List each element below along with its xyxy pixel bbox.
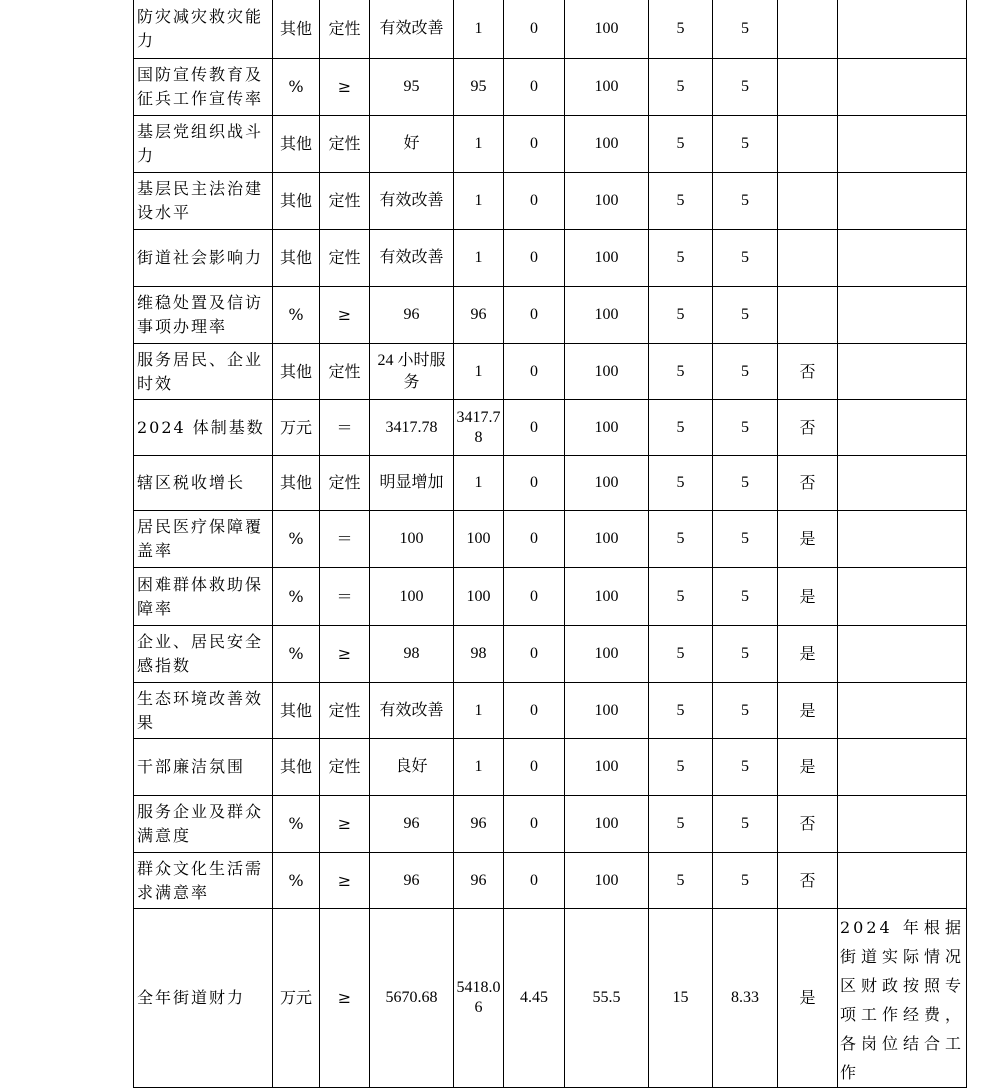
cell-indicator-name: 企业、居民安全感指数 — [134, 626, 273, 683]
cell-completion-rate: 100 — [565, 59, 649, 116]
cell-unit: % — [273, 511, 320, 568]
table-row — [134, 400, 967, 456]
cell-operator: ≥ — [320, 853, 370, 909]
cell-weight: 5 — [649, 116, 713, 173]
table-body — [134, 0, 967, 1088]
cell-actual-value: 95 — [454, 59, 504, 116]
cell-weight: 5 — [649, 739, 713, 796]
table-row — [134, 796, 967, 853]
cell-score: 5 — [713, 511, 778, 568]
cell-target-value: 5670.68 — [370, 909, 454, 1088]
cell-actual-value: 100 — [454, 511, 504, 568]
cell-actual-value: 1 — [454, 683, 504, 739]
cell-flag — [778, 287, 838, 344]
cell-deviation: 0 — [504, 116, 565, 173]
cell-actual-value: 96 — [454, 287, 504, 344]
cell-score: 5 — [713, 796, 778, 853]
cell-deviation: 0 — [504, 230, 565, 287]
cell-note — [838, 568, 967, 626]
cell-deviation: 0 — [504, 456, 565, 511]
cell-deviation: 0 — [504, 796, 565, 853]
cell-actual-value: 98 — [454, 626, 504, 683]
cell-score: 5 — [713, 739, 778, 796]
table-row — [134, 739, 967, 796]
cell-weight: 5 — [649, 400, 713, 456]
cell-operator: 定性 — [320, 683, 370, 739]
cell-score: 5 — [713, 683, 778, 739]
table-row — [134, 173, 967, 230]
cell-flag: 否 — [778, 796, 838, 853]
cell-actual-value: 1 — [454, 116, 504, 173]
cell-actual-value: 5418.06 — [454, 909, 504, 1088]
cell-flag: 否 — [778, 400, 838, 456]
cell-operator: ≥ — [320, 909, 370, 1088]
cell-note — [838, 344, 967, 400]
cell-operator: 定性 — [320, 173, 370, 230]
cell-completion-rate: 100 — [565, 853, 649, 909]
cell-target-value: 明显增加 — [370, 456, 454, 511]
cell-score: 8.33 — [713, 909, 778, 1088]
cell-target-value: 有效改善 — [370, 173, 454, 230]
cell-score: 5 — [713, 456, 778, 511]
table-row — [134, 59, 967, 116]
cell-actual-value: 1 — [454, 173, 504, 230]
cell-completion-rate: 100 — [565, 739, 649, 796]
cell-target-value: 有效改善 — [370, 230, 454, 287]
cell-deviation: 0 — [504, 173, 565, 230]
cell-unit: 其他 — [273, 173, 320, 230]
cell-actual-value: 3417.78 — [454, 400, 504, 456]
cell-unit: 其他 — [273, 116, 320, 173]
cell-target-value: 98 — [370, 626, 454, 683]
cell-flag: 是 — [778, 739, 838, 796]
cell-deviation: 0 — [504, 683, 565, 739]
cell-deviation: 0 — [504, 511, 565, 568]
cell-actual-value: 96 — [454, 853, 504, 909]
cell-indicator-name: 国防宣传教育及征兵工作宣传率 — [134, 59, 273, 116]
cell-flag — [778, 0, 838, 59]
table-row — [134, 344, 967, 400]
cell-completion-rate: 100 — [565, 173, 649, 230]
cell-unit: 其他 — [273, 344, 320, 400]
cell-actual-value: 1 — [454, 739, 504, 796]
cell-unit: 其他 — [273, 456, 320, 511]
cell-score: 5 — [713, 626, 778, 683]
cell-completion-rate: 100 — [565, 683, 649, 739]
cell-target-value: 有效改善 — [370, 683, 454, 739]
cell-unit: % — [273, 796, 320, 853]
cell-indicator-name: 防灾减灾救灾能力 — [134, 0, 273, 59]
cell-flag: 否 — [778, 344, 838, 400]
table-row — [134, 456, 967, 511]
cell-deviation: 0 — [504, 739, 565, 796]
cell-note — [838, 739, 967, 796]
cell-flag — [778, 59, 838, 116]
cell-note — [838, 59, 967, 116]
cell-weight: 5 — [649, 456, 713, 511]
table-row — [134, 511, 967, 568]
cell-completion-rate: 100 — [565, 626, 649, 683]
cell-weight: 5 — [649, 173, 713, 230]
cell-operator: 定性 — [320, 456, 370, 511]
table-row — [134, 683, 967, 739]
cell-indicator-name: 全年街道财力 — [134, 909, 273, 1088]
cell-operator: ≥ — [320, 287, 370, 344]
cell-indicator-name: 维稳处置及信访事项办理率 — [134, 287, 273, 344]
cell-indicator-name: 辖区税收增长 — [134, 456, 273, 511]
table-row — [134, 0, 967, 59]
cell-unit: 其他 — [273, 230, 320, 287]
performance-indicator-table — [133, 0, 967, 1088]
cell-actual-value: 1 — [454, 344, 504, 400]
cell-target-value: 24 小时服务 — [370, 344, 454, 400]
cell-indicator-name: 居民医疗保障覆盖率 — [134, 511, 273, 568]
cell-weight: 5 — [649, 626, 713, 683]
cell-actual-value: 100 — [454, 568, 504, 626]
cell-weight: 5 — [649, 796, 713, 853]
cell-unit: % — [273, 568, 320, 626]
cell-flag — [778, 173, 838, 230]
cell-completion-rate: 100 — [565, 230, 649, 287]
cell-actual-value: 1 — [454, 0, 504, 59]
cell-score: 5 — [713, 400, 778, 456]
cell-completion-rate: 100 — [565, 344, 649, 400]
cell-note: 2024 年根据街道实际情况区财政按照专项工作经费，各岗位结合工作 — [838, 909, 967, 1088]
cell-completion-rate: 55.5 — [565, 909, 649, 1088]
cell-completion-rate: 100 — [565, 400, 649, 456]
table-row — [134, 853, 967, 909]
cell-score: 5 — [713, 568, 778, 626]
cell-indicator-name: 基层党组织战斗力 — [134, 116, 273, 173]
cell-note — [838, 230, 967, 287]
cell-unit: 万元 — [273, 909, 320, 1088]
cell-flag — [778, 230, 838, 287]
cell-completion-rate: 100 — [565, 287, 649, 344]
cell-completion-rate: 100 — [565, 116, 649, 173]
cell-unit: 其他 — [273, 0, 320, 59]
cell-operator: ＝ — [320, 400, 370, 456]
cell-note — [838, 287, 967, 344]
cell-weight: 5 — [649, 683, 713, 739]
cell-target-value: 96 — [370, 796, 454, 853]
cell-indicator-name: 服务居民、企业时效 — [134, 344, 273, 400]
cell-flag: 否 — [778, 456, 838, 511]
cell-flag: 是 — [778, 568, 838, 626]
cell-indicator-name: 困难群体救助保障率 — [134, 568, 273, 626]
cell-note — [838, 511, 967, 568]
cell-actual-value: 1 — [454, 230, 504, 287]
cell-operator: ≥ — [320, 59, 370, 116]
cell-target-value: 96 — [370, 287, 454, 344]
cell-actual-value: 96 — [454, 796, 504, 853]
cell-indicator-name: 服务企业及群众满意度 — [134, 796, 273, 853]
cell-note — [838, 683, 967, 739]
cell-note — [838, 116, 967, 173]
table-row — [134, 116, 967, 173]
cell-flag: 是 — [778, 626, 838, 683]
table-row — [134, 909, 967, 1088]
cell-deviation: 0 — [504, 568, 565, 626]
cell-weight: 5 — [649, 230, 713, 287]
cell-flag: 是 — [778, 909, 838, 1088]
cell-unit: 其他 — [273, 739, 320, 796]
cell-score: 5 — [713, 173, 778, 230]
cell-unit: 万元 — [273, 400, 320, 456]
cell-unit: % — [273, 626, 320, 683]
cell-target-value: 有效改善 — [370, 0, 454, 59]
cell-target-value: 3417.78 — [370, 400, 454, 456]
cell-indicator-name: 基层民主法治建设水平 — [134, 173, 273, 230]
cell-completion-rate: 100 — [565, 568, 649, 626]
cell-weight: 5 — [649, 511, 713, 568]
cell-indicator-name: 干部廉洁氛围 — [134, 739, 273, 796]
cell-operator: ≥ — [320, 796, 370, 853]
cell-flag — [778, 116, 838, 173]
cell-operator: 定性 — [320, 344, 370, 400]
cell-deviation: 0 — [504, 626, 565, 683]
cell-target-value: 95 — [370, 59, 454, 116]
cell-flag: 否 — [778, 853, 838, 909]
cell-note — [838, 456, 967, 511]
cell-weight: 5 — [649, 287, 713, 344]
cell-completion-rate: 100 — [565, 796, 649, 853]
cell-score: 5 — [713, 853, 778, 909]
cell-operator: ＝ — [320, 511, 370, 568]
cell-operator: 定性 — [320, 739, 370, 796]
cell-weight: 5 — [649, 59, 713, 116]
table-row — [134, 626, 967, 683]
cell-unit: % — [273, 59, 320, 116]
cell-score: 5 — [713, 287, 778, 344]
table-row — [134, 230, 967, 287]
cell-indicator-name: 2024 体制基数 — [134, 400, 273, 456]
cell-score: 5 — [713, 0, 778, 59]
cell-score: 5 — [713, 230, 778, 287]
cell-completion-rate: 100 — [565, 511, 649, 568]
cell-weight: 15 — [649, 909, 713, 1088]
cell-note — [838, 796, 967, 853]
cell-deviation: 0 — [504, 287, 565, 344]
cell-deviation: 0 — [504, 59, 565, 116]
cell-score: 5 — [713, 116, 778, 173]
cell-weight: 5 — [649, 853, 713, 909]
cell-completion-rate: 100 — [565, 0, 649, 59]
cell-deviation: 0 — [504, 853, 565, 909]
cell-note — [838, 0, 967, 59]
cell-target-value: 100 — [370, 511, 454, 568]
cell-weight: 5 — [649, 0, 713, 59]
table-row — [134, 568, 967, 626]
cell-operator: ＝ — [320, 568, 370, 626]
cell-deviation: 0 — [504, 344, 565, 400]
cell-target-value: 好 — [370, 116, 454, 173]
cell-unit: % — [273, 287, 320, 344]
cell-deviation: 4.45 — [504, 909, 565, 1088]
cell-weight: 5 — [649, 568, 713, 626]
cell-weight: 5 — [649, 344, 713, 400]
cell-actual-value: 1 — [454, 456, 504, 511]
cell-indicator-name: 生态环境改善效果 — [134, 683, 273, 739]
cell-completion-rate: 100 — [565, 456, 649, 511]
cell-indicator-name: 群众文化生活需求满意率 — [134, 853, 273, 909]
table-row — [134, 287, 967, 344]
cell-operator: 定性 — [320, 230, 370, 287]
cell-indicator-name: 街道社会影响力 — [134, 230, 273, 287]
cell-operator: ≥ — [320, 626, 370, 683]
cell-deviation: 0 — [504, 0, 565, 59]
cell-deviation: 0 — [504, 400, 565, 456]
cell-operator: 定性 — [320, 0, 370, 59]
cell-flag: 是 — [778, 511, 838, 568]
cell-note — [838, 626, 967, 683]
cell-unit: % — [273, 853, 320, 909]
cell-target-value: 良好 — [370, 739, 454, 796]
cell-note — [838, 400, 967, 456]
cell-operator: 定性 — [320, 116, 370, 173]
cell-note — [838, 173, 967, 230]
cell-unit: 其他 — [273, 683, 320, 739]
cell-target-value: 96 — [370, 853, 454, 909]
cell-target-value: 100 — [370, 568, 454, 626]
cell-note — [838, 853, 967, 909]
cell-score: 5 — [713, 59, 778, 116]
cell-flag: 是 — [778, 683, 838, 739]
cell-score: 5 — [713, 344, 778, 400]
